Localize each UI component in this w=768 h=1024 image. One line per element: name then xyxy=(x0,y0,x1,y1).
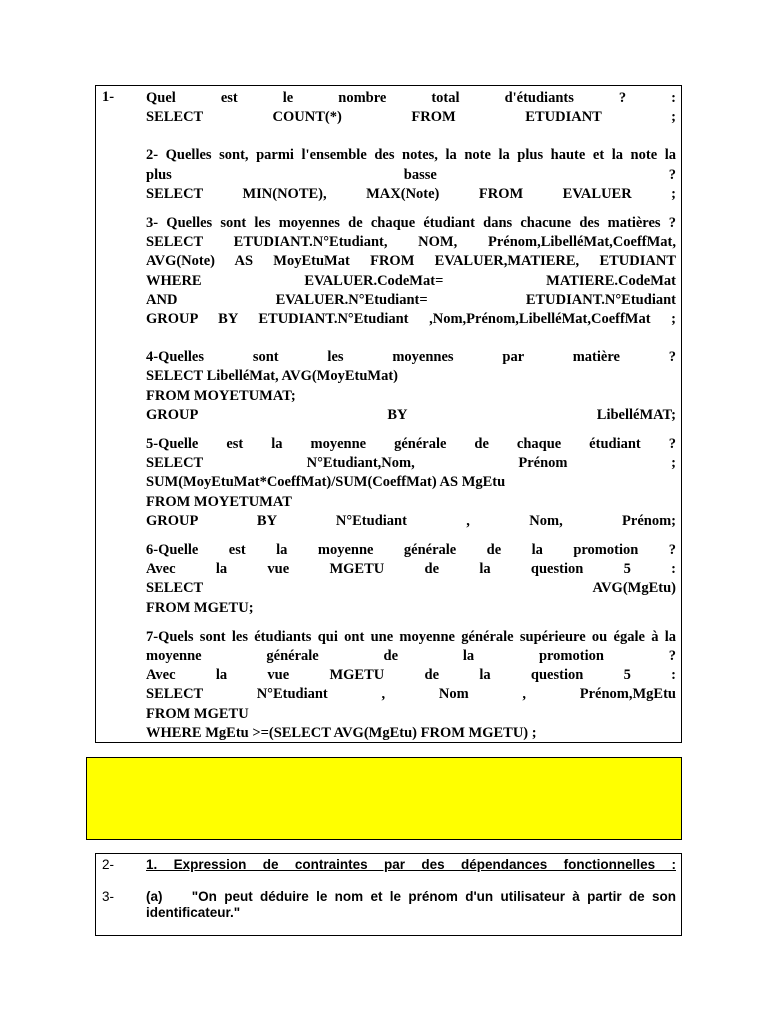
text-line: GROUP BY LibelléMAT; xyxy=(146,406,676,423)
text-line: WHERE MgEtu >=(SELECT AVG(MgEtu) FROM MGETU) ; xyxy=(146,724,537,741)
text-line: 7-Quels sont les étudiants qui ont une moyenne générale supérieure ou égale à la xyxy=(146,628,676,645)
text-line: SELECT N°Etudiant , Nom , Prénom,MgEtu xyxy=(146,686,676,703)
text-line: GROUP BY ETUDIANT.N°Etudiant ,Nom,Prénom,LibelléMat,CoeffMat ; xyxy=(146,311,676,328)
text-line: SUM(MoyEtuMat*CoeffMat)/SUM(CoeffMat) AS MgEtu xyxy=(146,474,506,491)
exercise-box xyxy=(95,853,682,936)
text-line: AVG(Note) AS MoyEtuMat FROM EVALUER,MATIERE, ETUDIANT xyxy=(146,253,676,270)
text-line: WHERE EVALUER.CodeMat= MATIERE.CodeMat xyxy=(146,272,676,289)
exercise-number: 2- xyxy=(102,857,115,872)
text-line: plus basse ? xyxy=(146,166,676,183)
text-line: 5-Quelle est la moyenne générale de chaque étudiant ? xyxy=(146,436,676,453)
text-line: Quel est le nombre total d'étudiants ? : xyxy=(146,90,676,106)
item-line xyxy=(146,889,676,905)
text-line: SELECT LibelléMat, AVG(MoyEtuMat) xyxy=(146,368,399,385)
item-label: (a) xyxy=(146,889,163,904)
highlight-block xyxy=(86,757,682,840)
text-line: SELECT N°Etudiant,Nom, Prénom ; xyxy=(146,455,676,472)
text-line: SELECT ETUDIANT.N°Etudiant, NOM, Prénom,LibelléMat,CoeffMat, xyxy=(146,234,676,251)
text-line: FROM MOYETUMAT xyxy=(146,493,292,510)
text-line: FROM MGETU; xyxy=(146,599,254,616)
exercise-number: 3- xyxy=(102,889,115,904)
question-number: 1- xyxy=(102,89,115,105)
text-line: 3- Quelles sont les moyennes de chaque étudiant dans chacune des matières ? xyxy=(146,215,676,232)
item-line-continuation: identificateur." xyxy=(146,905,241,920)
text-line: FROM MGETU xyxy=(146,705,249,722)
text-line: SELECT MIN(NOTE), MAX(Note) FROM EVALUER ; xyxy=(146,185,676,202)
section-heading: 1. Expression de contraintes par des dépendances fonctionnelles : xyxy=(146,857,676,872)
text-line: 4-Quelles sont les moyennes par matière ? xyxy=(146,349,676,366)
text-line: GROUP BY N°Etudiant , Nom, Prénom; xyxy=(146,512,676,529)
item-text: "On peut déduire le nom et le prénom d'un utilisateur à partir de son xyxy=(191,889,676,904)
text-line: moyenne générale de la promotion ? xyxy=(146,648,676,665)
text-line: Avec la vue MGETU de la question 5 : xyxy=(146,561,676,578)
answers-content xyxy=(146,89,676,743)
text-line: 6-Quelle est la moyenne générale de la promotion ? xyxy=(146,542,676,559)
text-line: 2- Quelles sont, parmi l'ensemble des notes, la note la plus haute et la note la xyxy=(146,147,676,164)
text-line: FROM MOYETUMAT; xyxy=(146,387,296,404)
text-line: SELECT COUNT(*) FROM ETUDIANT ; xyxy=(146,109,676,126)
text-line: SELECT AVG(MgEtu) xyxy=(146,580,676,597)
text-line: Avec la vue MGETU de la question 5 : xyxy=(146,667,676,684)
exercise-content xyxy=(146,857,676,921)
text-line: AND EVALUER.N°Etudiant= ETUDIANT.N°Etudiant xyxy=(146,291,676,308)
answers-box xyxy=(95,85,682,743)
